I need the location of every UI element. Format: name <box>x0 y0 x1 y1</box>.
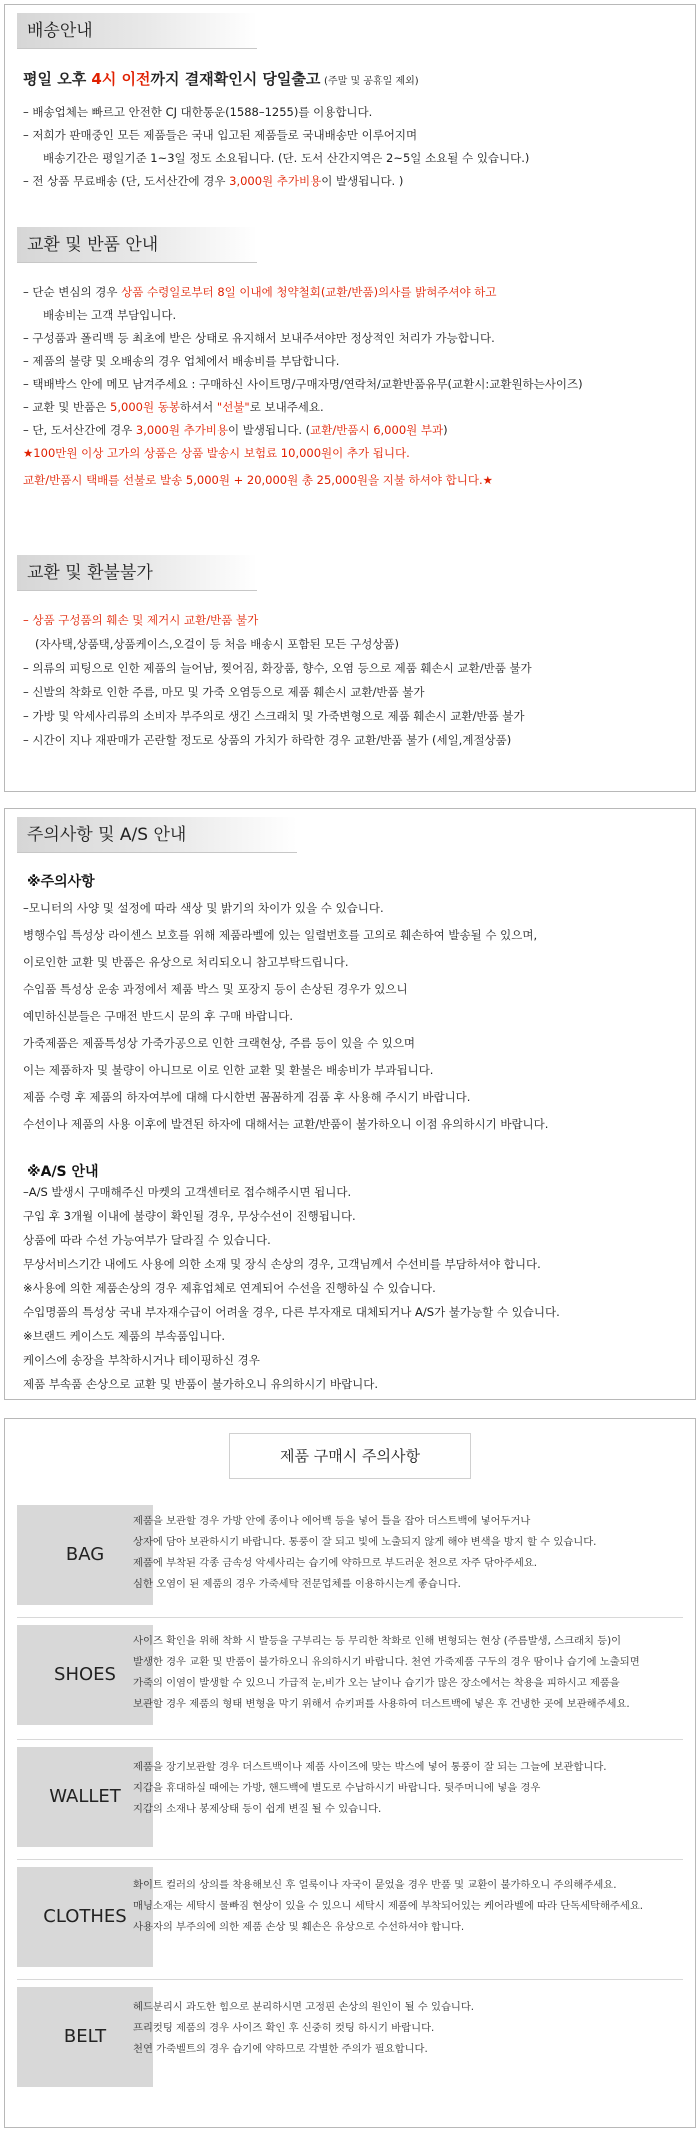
category-belt-line: 천연 가죽벨트의 경우 습기에 약하므로 각별한 주의가 필요합니다. <box>133 2043 428 2055</box>
caution-line: –모니터의 사양 및 설정에 따라 색상 및 밝기의 차이가 있을 수 있습니다. <box>23 901 384 915</box>
category-bag-line: 제품에 부착된 각종 금속성 악세사리는 습기에 약하므로 부드러운 천으로 자주 닦아주세요. <box>133 1557 538 1569</box>
divider <box>17 1617 683 1618</box>
exchange-line-4: – 택배박스 안에 메모 남겨주세요 : 구매하신 사이트명/구매자명/연락처/교환반품유무(교환시:교환원하는사이즈) <box>23 377 583 391</box>
exchange-line-6: – 단, 도서산간에 경우 3,000원 추가비용이 발생됩니다. (교환/반품시 6,000원 부과) <box>23 423 448 437</box>
purchase-caution-panel <box>4 1418 696 2128</box>
no-exchange-line-3: – 신발의 착화로 인한 주름, 마모 및 가죽 오염등으로 제품 훼손시 교환/반품 불가 <box>23 685 425 699</box>
caution-line: 병행수입 특성상 라이센스 보호를 위해 제품라벨에 있는 일렬번호를 고의로 훼손하여 발송될 수 있으며, <box>23 928 538 942</box>
exchange-line-2: – 구성품과 폴리백 등 최초에 받은 상태로 유지해서 보내주셔야만 정상적인 처리가 가능합니다. <box>23 331 495 345</box>
as-line: 제품 부속품 손상으로 교환 및 반품이 불가하오니 유의하시기 바랍니다. <box>23 1377 379 1391</box>
exchange-line-3: – 제품의 불량 및 오배송의 경우 업체에서 배송비를 부담합니다. <box>23 354 340 368</box>
caution-line: 이로인한 교환 및 반품은 유상으로 처리되오니 참고부탁드립니다. <box>23 955 349 969</box>
category-bag: BAG <box>17 1505 153 1605</box>
category-clothes-line: 사용자의 부주의에 의한 제품 손상 및 훼손은 유상으로 수선하셔야 합니다. <box>133 1921 465 1933</box>
caution-panel <box>4 808 696 1400</box>
category-shoes-line: 발생한 경우 교환 및 반품이 불가하오니 유의하시기 바랍니다. 천연 가죽제품 구두의 경우 땀이나 습기에 노출되면 <box>133 1656 640 1668</box>
exchange-line-1b: 배송비는 고객 부담입니다. <box>43 308 177 322</box>
caution-line: 예민하신분들은 구매전 반드시 문의 후 구매 바랍니다. <box>23 1009 293 1023</box>
shipping-headline: 평일 오후 4시 이전까지 결재확인시 당일출고 (주말 및 공휴일 제외) <box>23 70 419 88</box>
divider <box>17 1739 683 1740</box>
no-exchange-line-5: – 시간이 지나 재판매가 곤란할 정도로 상품의 가치가 하락한 경우 교환/반품 불가 (세일,계절상품) <box>23 733 512 747</box>
category-wallet: WALLET <box>17 1747 153 1847</box>
category-shoes-line: 사이즈 확인을 위해 착화 시 발등을 구부리는 등 무리한 착화로 인해 변형되는 현상 (주름발생, 스크래치 등)이 <box>133 1635 622 1647</box>
no-exchange-line-1b: (자사택,상품택,상품케이스,오걸이 등 처음 배송시 포함된 모든 구성상품) <box>35 637 400 651</box>
as-line: –A/S 발생시 구매해주신 마켓의 고객센터로 접수해주시면 됩니다. <box>23 1185 352 1199</box>
category-bag-line: 제품을 보관할 경우 가방 안에 종이나 에어백 등을 넣어 틀을 잡아 더스트백에 넣어두거나 <box>133 1515 531 1527</box>
caution-line: 수입품 특성상 운송 과정에서 제품 박스 및 포장지 등이 손상된 경우가 있으니 <box>23 982 408 996</box>
category-clothes-line: 매닝소재는 세탁시 물빠짐 현상이 있을 수 있으니 세탁시 제품에 부착되어있는 케어라벨에 따라 단독세탁해주세요. <box>133 1900 644 1912</box>
shipping-line-4: – 전 상품 무료배송 (단, 도서산간에 경우 3,000원 추가비용이 발생됩니다. ) <box>23 174 404 188</box>
purchase-caution-title: 제품 구매시 주의사항 <box>229 1433 471 1479</box>
as-line: 구입 후 3개월 이내에 불량이 확인될 경우, 무상수선이 진행됩니다. <box>23 1209 356 1223</box>
category-belt: BELT <box>17 1987 153 2087</box>
divider <box>17 1979 683 1980</box>
shipping-exchange-panel <box>4 4 696 792</box>
exchange-line-7: ★100만원 이상 고가의 상품은 상품 발송시 보험료 10,000원이 추가 됩니다. <box>23 446 410 460</box>
as-line: 무상서비스기간 내에도 사용에 의한 소재 및 장식 손상의 경우, 고객님께서 수선비를 부담하셔야 합니다. <box>23 1257 541 1271</box>
caution-heading: 주의사항 및 A/S 안내 <box>17 817 297 853</box>
category-belt-line: 헤드분리시 과도한 힘으로 분리하시면 고정핀 손상의 원인이 될 수 있습니다. <box>133 2001 475 2013</box>
exchange-line-1: – 단순 변심의 경우 상품 수령일로부터 8일 이내에 청약철회(교환/반품)의사를 밝혀주셔야 하고 <box>23 285 497 299</box>
exchange-line-5: – 교환 및 반품은 5,000원 동봉하셔서 "선불"로 보내주세요. <box>23 400 324 414</box>
divider <box>17 1859 683 1860</box>
category-shoes-line: 가죽의 이염이 발생할 수 있으니 가급적 눈,비가 오는 날이나 습기가 많은 장소에서는 착용을 피하시고 제품을 <box>133 1677 620 1689</box>
caution-line: 제품 수령 후 제품의 하자여부에 대해 다시한번 꼼꼼하게 검품 후 사용해 주시기 바랍니다. <box>23 1090 471 1104</box>
category-shoes: SHOES <box>17 1625 153 1725</box>
category-clothes-line: 화이트 컬러의 상의를 착용해보신 후 얼룩이나 자국이 묻었을 경우 반품 및 교환이 불가하오니 주의해주세요. <box>133 1879 617 1891</box>
caution-subheading: ※주의사항 <box>27 874 95 890</box>
no-exchange-line-1: – 상품 구성품의 훼손 및 제거시 교환/반품 불가 <box>23 613 259 627</box>
shipping-line-1: – 배송업체는 빠르고 안전한 CJ 대한통운(1588–1255)를 이용합니다. <box>23 105 373 119</box>
caution-line: 이는 제품하자 및 불량이 아니므로 이로 인한 교환 및 환불은 배송비가 부과됩니다. <box>23 1063 434 1077</box>
no-exchange-heading: 교환 및 환불불가 <box>17 555 257 591</box>
as-line: 케이스에 송장을 부착하시거나 테이핑하신 경우 <box>23 1353 260 1367</box>
exchange-line-8: 교환/반품시 택배를 선불로 발송 5,000원 + 20,000원 총 25,000원을 지불 하셔야 합니다.★ <box>23 473 493 487</box>
as-line: ※브랜드 케이스도 제품의 부속품입니다. <box>23 1329 225 1343</box>
no-exchange-line-4: – 가방 및 악세사리류의 소비자 부주의로 생긴 스크래치 및 가죽변형으로 제품 훼손시 교환/반품 불가 <box>23 709 525 723</box>
shipping-line-2: – 저희가 판매중인 모든 제품들은 국내 입고된 제품들로 국내배송만 이루어지며 <box>23 128 418 142</box>
category-bag-line: 상자에 담아 보관하시기 바랍니다. 통풍이 잘 되고 빛에 노출되지 않게 해야 변색을 방지 할 수 있습니다. <box>133 1536 597 1548</box>
category-wallet-line: 지갑을 휴대하실 때에는 가방, 핸드백에 별도로 수납하시기 바랍니다. 뒷주머니에 넣을 경우 <box>133 1782 541 1794</box>
as-line: 상품에 따라 수선 가능여부가 달라질 수 있습니다. <box>23 1233 271 1247</box>
category-wallet-line: 지갑의 소재나 봉제상태 등이 쉽게 변질 될 수 있습니다. <box>133 1803 382 1815</box>
category-belt-line: 프리컷팅 제품의 경우 사이즈 확인 후 신중히 컷팅 하시기 바랍니다. <box>133 2022 435 2034</box>
caution-line: 수선이나 제품의 사용 이후에 발견된 하자에 대해서는 교환/반품이 불가하오니 이점 유의하시기 바랍니다. <box>23 1117 549 1131</box>
caution-line: 가죽제품은 제품특성상 가죽가공으로 인한 크랙현상, 주름 등이 있을 수 있으며 <box>23 1036 416 1050</box>
category-wallet-line: 제품을 장기보관할 경우 더스트백이나 제품 사이즈에 맞는 박스에 넣어 통풍이 잘 되는 그늘에 보관합니다. <box>133 1761 607 1773</box>
category-bag-line: 심한 오염이 된 제품의 경우 가죽세탁 전문업체를 이용하시는게 좋습니다. <box>133 1578 461 1590</box>
exchange-heading: 교환 및 반품 안내 <box>17 227 257 263</box>
as-line: ※사용에 의한 제품손상의 경우 제휴업체로 연계되어 수선을 진행하실 수 있습니다. <box>23 1281 436 1295</box>
shipping-heading: 배송안내 <box>17 13 257 49</box>
category-clothes: CLOTHES <box>17 1867 153 1967</box>
category-shoes-line: 보관할 경우 제품의 형태 변형을 막기 위해서 슈키퍼를 사용하여 더스트백에 넣은 후 건냉한 곳에 보관해주세요. <box>133 1698 630 1710</box>
no-exchange-line-2: – 의류의 피팅으로 인한 제품의 늘어남, 찢어짐, 화장품, 향수, 오염 등으로 제품 훼손시 교환/반품 불가 <box>23 661 532 675</box>
as-line: 수입명품의 특성상 국내 부자재수급이 어려울 경우, 다른 부자재로 대체되거나 A/S가 불가능할 수 있습니다. <box>23 1305 560 1319</box>
as-subheading: ※A/S 안내 <box>27 1164 99 1180</box>
shipping-line-3: 배송기간은 평일기준 1~3일 정도 소요됩니다. (단. 도서 산간지역은 2~5일 소요될 수 있습니다.) <box>43 151 530 165</box>
